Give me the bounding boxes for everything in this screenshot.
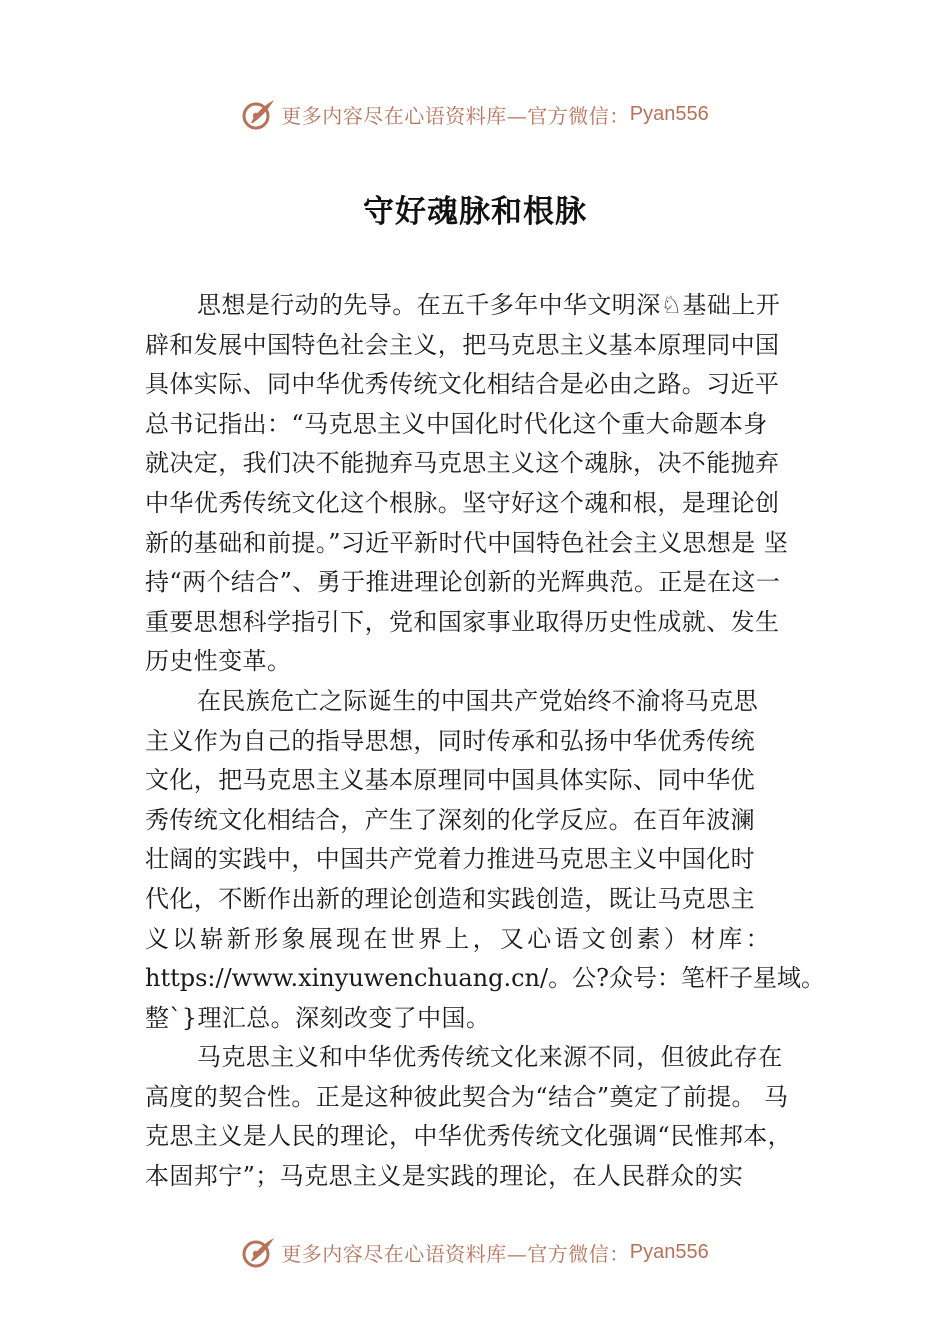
text-line: 马克思主义和中华优秀传统文化来源不同，但彼此存在	[197, 1043, 783, 1072]
text-line: 主义作为自己的指导思想，同时传承和弘扬中华优秀传统	[145, 726, 755, 755]
text-line: 新的基础和前提。”习近平新时代中国特色社会主义思想是 坚	[145, 528, 789, 557]
quill-pen-icon	[241, 96, 277, 132]
text-line: 在民族危亡之际诞生的中国共产党始终不渝将马克思	[197, 686, 759, 715]
text-line: 辟和发展中国特色社会主义，把马克思主义基本原理同中国	[145, 330, 780, 359]
watermark-header	[0, 94, 950, 134]
text-line: 代化，不断作出新的理论创造和实践创造，既让马克思主	[145, 884, 755, 913]
text-line: 思想是行动的先导。在五千多年中华文明深♘基础上开	[197, 291, 781, 319]
watermark-footer	[0, 1232, 950, 1272]
text-line: https://www.xinyuwenchuang.cn/。公?众号：笔杆子星域。	[145, 964, 825, 993]
text-line: 总书记指出：“马克思主义中国化时代化这个重大命题本身	[145, 409, 768, 438]
text-line: 克思主义是人民的理论，中华优秀传统文化强调“民惟邦本，	[145, 1122, 793, 1151]
watermark-text: 更多内容尽在心语资料库—官方微信：	[281, 103, 630, 128]
watermark-wechat-id: Pyan556	[629, 1240, 709, 1263]
quill-pen-icon	[241, 1234, 277, 1270]
text-line: 壮阔的实践中，中国共产党着力推进马克思主义中国化时	[145, 845, 755, 874]
text-line: 重要思想科学指引下，党和国家事业取得历史性成就、发生	[145, 607, 780, 636]
text-line: 文化，把马克思主义基本原理同中国具体实际、同中华优	[145, 766, 755, 795]
text-line: 持“两个结合”、勇于推进理论创新的光辉典范。正是在这一	[145, 568, 781, 597]
text-line: 义以崭新形象展现在世界上，又心语文创素）材库：	[145, 924, 773, 953]
watermark-text: 更多内容尽在心语资料库—官方微信：	[281, 1241, 630, 1266]
text-line: 秀传统文化相结合，产生了深刻的化学反应。在百年波澜	[145, 805, 755, 834]
text-line: 就决定，我们决不能抛弃马克思主义这个魂脉，决不能抛弃	[145, 449, 780, 478]
text-line: 高度的契合性。正是这种彼此契合为“结合”奠定了前提。 马	[145, 1082, 789, 1111]
text-line: 中华优秀传统文化这个根脉。坚守好这个魂和根，是理论创	[145, 488, 780, 517]
text-line: 整`}理汇总。深刻改变了中国。	[145, 1003, 491, 1032]
text-line: 历史性变革。	[145, 647, 292, 676]
document-body	[145, 286, 825, 1197]
text-line: 具体实际、同中华优秀传统文化相结合是必由之路。习近平	[145, 370, 780, 399]
watermark-wechat-id: Pyan556	[629, 102, 709, 125]
text-line: 本固邦宁”；马克思主义是实践的理论，在人民群众的实	[145, 1162, 744, 1191]
document-title: 守好魂脉和根脉	[363, 194, 587, 230]
